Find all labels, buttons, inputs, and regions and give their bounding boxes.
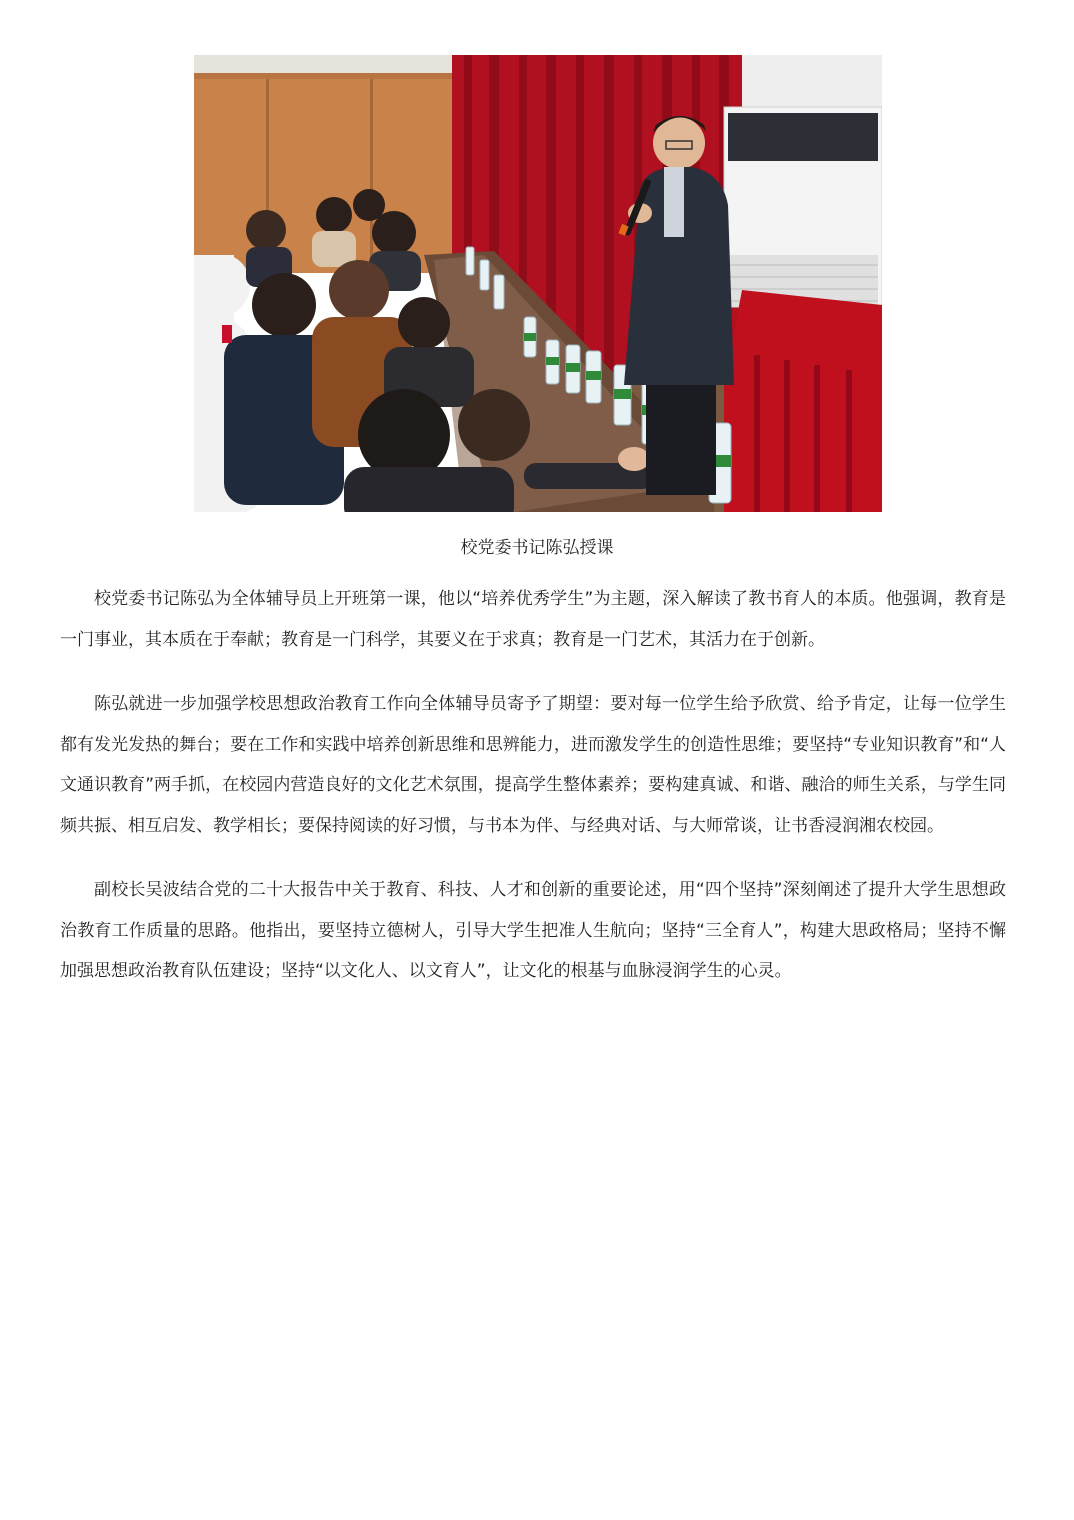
red-tablecloth xyxy=(724,290,882,512)
paragraph: 副校长吴波结合党的二十大报告中关于教育、科技、人才和创新的重要论述，用“四个坚持”深刻阐述了提升大学生思想政治教育工作质量的思路。他指出，要坚持立德树人，引导大学生把准人生航向；坚持“三全育人”，构建大思政格局；坚持不懈加强思想政治教育队伍建设；坚持“以文化人、以文育人”，让文化的根基与血脉浸润学生的心灵。 xyxy=(60,880,1006,981)
article-body xyxy=(60,579,1006,1016)
photo-caption: 校党委书记陈弘授课 xyxy=(460,538,614,558)
lecture-photo xyxy=(194,55,882,512)
paragraph: 校党委书记陈弘为全体辅导员上开班第一课，他以“培养优秀学生”为主题，深入解读了教书育人的本质。他强调，教育是一门事业，其本质在于奉献；教育是一门科学，其要义在于求真；教育是一门艺术，其活力在于创新。 xyxy=(60,589,1006,650)
paragraph: 陈弘就进一步加强学校思想政治教育工作向全体辅导员寄予了期望：要对每一位学生给予欣赏、给予肯定，让每一位学生都有发光发热的舞台；要在工作和实践中培养创新思维和思辨能力，进而激发学生的创造性思维；要坚持“专业知识教育”和“人文通识教育”两手抓，在校园内营造良好的文化艺术氛围，提高学生整体素养；要构建真诚、和谐、融洽的师生关系，与学生同频共振、相互启发、教学相长；要保持阅读的好习惯，与书本为伴、与经典对话、与大师常谈，让书香浸润湘农校园。 xyxy=(60,694,1006,836)
